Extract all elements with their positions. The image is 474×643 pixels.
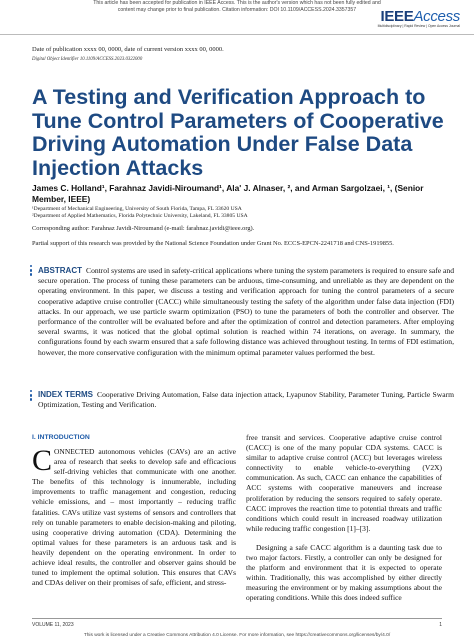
header-divider xyxy=(0,34,474,35)
volume-label: VOLUME 11, 2023 xyxy=(32,622,74,628)
affiliation-2: ²Department of Applied Mathematics, Florida Polytechnic University, Lakeland, FL 33805 USA xyxy=(32,213,248,220)
ieee-access-logo xyxy=(378,8,460,28)
abstract-label: ABSTRACT xyxy=(38,266,82,275)
index-terms-text: Cooperative Driving Automation, False data injection attack, Lyapunov Stability, Parameter Tuning, Particle Swarm Optimization, Testing and Verification. xyxy=(38,390,454,410)
abstract xyxy=(38,266,454,358)
paper-title: A Testing and Verification Approach to Tune Control Parameters of Cooperative Driving Automation Under False Data Injection Attacks xyxy=(32,85,444,180)
page-number: 1 xyxy=(439,622,442,628)
funding-note: Partial support of this research was provided by the National Science Foundation under Grant No. ECCS-EPCN-2241718 and CNS-1919855. xyxy=(32,240,394,247)
notice-line-2: content may change prior to final publication. Citation information: DOI 10.1109/ACCESS.2024.3357357 xyxy=(117,7,357,13)
index-terms-marker xyxy=(30,390,33,403)
logo-ieee-text: IEEE xyxy=(380,8,414,25)
footer-divider xyxy=(32,618,442,619)
license-notice: This work is licensed under a Creative Commons Attribution 4.0 License. For more information, see https://creativecommons.org/licenses/by/4.0/ xyxy=(83,633,391,638)
logo-tagline: Multidisciplinary | Rapid Review | Open Access Journal xyxy=(377,24,460,28)
index-terms xyxy=(38,390,454,410)
abstract-marker xyxy=(30,265,33,278)
drop-cap: C xyxy=(32,444,53,477)
abstract-text: Control systems are used in safety-critical applications where tuning the system parameters is required to ensure safe and secure operation. The process of tuning these parameters can be arduous, time-consuming, and unreliable as they are dependent on the operating environment. In this paper, we discuss a testing and verification approach for tuning the control parameters of a secure cooperative adaptive cruise controller (CACC) while simultaneously testing the safety of the algorithm under false data injection (FDI) attacks. In our approach, we use particle swarm optimization (PSO) to tune the parameters of both the controller and observer. The performance of the controller will be evaluated before and after the optimization of control and detection parameters. After employing several swarms, it was noticed that the global optimal solution is reached within 74 iterations, on average. In summary, the configurations found by each swarm ensured that a safe following distance was achieved throughout testing. In terms of FDI estimation, however, the more conservative configuration with the minimum optimal parameter values performed the best. xyxy=(38,266,454,357)
intro-column-right xyxy=(246,433,442,604)
intro-column-left xyxy=(32,444,236,588)
logo-access-text: Access xyxy=(413,8,460,25)
intro-paragraph-1-cont: free transit and services. Cooperative adaptive cruise control (CACC) is one of the many popular CDA systems. CACC is similar to adaptive cruise control (ACC) but leverages wireless connectivity to enable vehicle-to-everything (V2X) communication. As such, CACC can enhance the capabilities of ACC systems with cooperative maneuvers and increase proliferation by reducing the sensors required to safely operate. CACC improves the reaction time to potential threats and traffic conditions which could result in increased roadway utilization while reducing traffic congestion [1]–[3]. xyxy=(246,433,442,533)
affiliations xyxy=(32,206,248,221)
index-terms-label: INDEX TERMS xyxy=(38,390,94,399)
doi-identifier: Digital Object Identifier 10.1109/ACCESS.2023.0322000 xyxy=(32,57,143,62)
corresponding-author: Corresponding author: Farahnaz Javidi-Niroumand (e-mail: farahnaz.javidi@ieee.org). xyxy=(32,225,255,232)
publication-date: Date of publication xxxx 00, 0000, date of current version xxxx 00, 0000. xyxy=(32,46,224,53)
notice-line-1: This article has been accepted for publication in IEEE Access. This is the author's version which has not been fully edited and xyxy=(93,0,381,6)
intro-paragraph-1: ONNECTED autonomous vehicles (CAVs) are an active area of research that seeks to develop safe and efficacious self-driving vehicles that communicate with one another. The benefits of this technology is innumerable, including improvements to traffic management and congestion, reducing vehicle emissions, and – most importantly – reducing traffic fatalities. CAVs utilize vast systems of sensors and controllers that rely on tunable parameters to enable decision-making and piloting, using cooperative driving automation (CDA). Determining the optimal values for these parameters is an arduous task and is heavily dependent on the operating environment. In order to achieve ideal results, the controller and observer gains should be tuned to implement the optimal solution. This ensures that CAVs and CDAs deliver on their promises of safe, efficient, and stress- xyxy=(32,447,236,588)
intro-paragraph-2: Designing a safe CACC algorithm is a daunting task due to two major factors. Firstly, a controller can only be designed for the platform and environment that it is expected to operate within. Traditionally, this was accomplished by either directly measuring the environment or by making assumptions about the operating conditions. While this does indeed suffice xyxy=(246,542,442,603)
section-heading-introduction: I. INTRODUCTION xyxy=(32,434,90,441)
author-list: James C. Holland¹, Farahnaz Javidi-Niroumand¹, Ala' J. Alnaser, ², and Arman Sargolzaei, ¹, (Senior Member, IEEE) xyxy=(32,183,424,204)
affiliation-1: ¹Department of Mechanical Engineering, University of South Florida, Tampa, FL 33620 USA xyxy=(32,206,242,212)
